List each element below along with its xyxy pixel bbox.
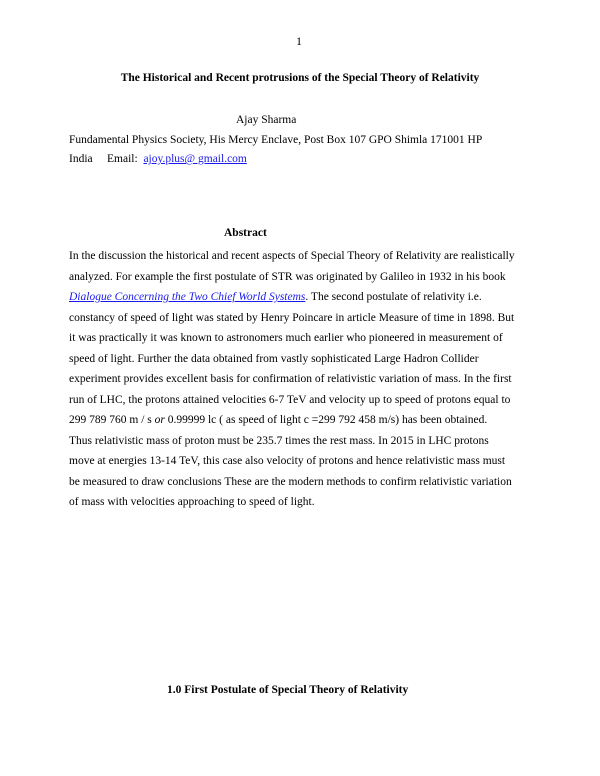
section-heading: 1.0 First Postulate of Special Theory of Relativity bbox=[167, 684, 409, 696]
abstract-heading: Abstract bbox=[224, 227, 267, 239]
abstract-or: or bbox=[154, 414, 165, 426]
country: India bbox=[69, 153, 93, 165]
abstract-text: 0.99999 lc ( as speed of light c =299 792 458 m/s) has been obtained. bbox=[164, 414, 488, 426]
email-label: Email: bbox=[107, 153, 138, 165]
book-title-link[interactable]: Dialogue Concerning the Two Chief World Systems bbox=[69, 291, 306, 303]
abstract-line: be measured to draw conclusions These are the modern methods to confirm relativistic variation bbox=[69, 475, 512, 488]
abstract-line: constancy of speed of light was stated by Henry Poincare in article Measure of time in 1898. But bbox=[69, 311, 515, 324]
abstract-line: move at energies 13-14 TeV, this case also velocity of protons and hence relativistic mass must bbox=[69, 455, 506, 467]
affiliation: Fundamental Physics Society, His Mercy Enclave, Post Box 107 GPO Shimla 171001 HP bbox=[69, 134, 483, 146]
paper-title: The Historical and Recent protrusions of the Special Theory of Relativity bbox=[120, 72, 480, 84]
abstract-line: experiment provides excellent basis for confirmation of relativistic variation of mass. In the first bbox=[69, 373, 512, 385]
abstract-line: it was practically it was known to astronomers much earlier who pioneered in measurement of bbox=[69, 332, 503, 344]
author-name: Ajay Sharma bbox=[236, 114, 297, 126]
abstract-line: In the discussion the historical and recent aspects of Special Theory of Relativity are realistically bbox=[69, 250, 515, 262]
abstract-line: of mass with velocities approaching to speed of light. bbox=[69, 496, 315, 508]
affiliation-line-2 bbox=[69, 153, 247, 165]
abstract-line bbox=[69, 410, 531, 431]
abstract-body bbox=[69, 246, 531, 513]
abstract-line bbox=[69, 287, 531, 308]
email-link[interactable]: ajoy.plus@ gmail.com bbox=[143, 153, 247, 165]
page-number: 1 bbox=[296, 34, 302, 48]
abstract-text: 299 789 760 m / s bbox=[69, 414, 155, 426]
abstract-text: . The second postulate of relativity i.e. bbox=[305, 291, 482, 303]
abstract-line: analyzed. For example the first postulate of STR was originated by Galileo in 1932 in his book bbox=[69, 270, 506, 283]
abstract-line: Thus relativistic mass of proton must be 235.7 times the rest mass. In 2015 in LHC protons bbox=[69, 434, 489, 447]
abstract-line: run of LHC, the protons attained velocities 6-7 TeV and velocity up to speed of protons equal to bbox=[69, 393, 511, 406]
abstract-line: speed of light. Further the data obtained from vastly sophisticated Large Hadron Collider bbox=[69, 352, 479, 365]
